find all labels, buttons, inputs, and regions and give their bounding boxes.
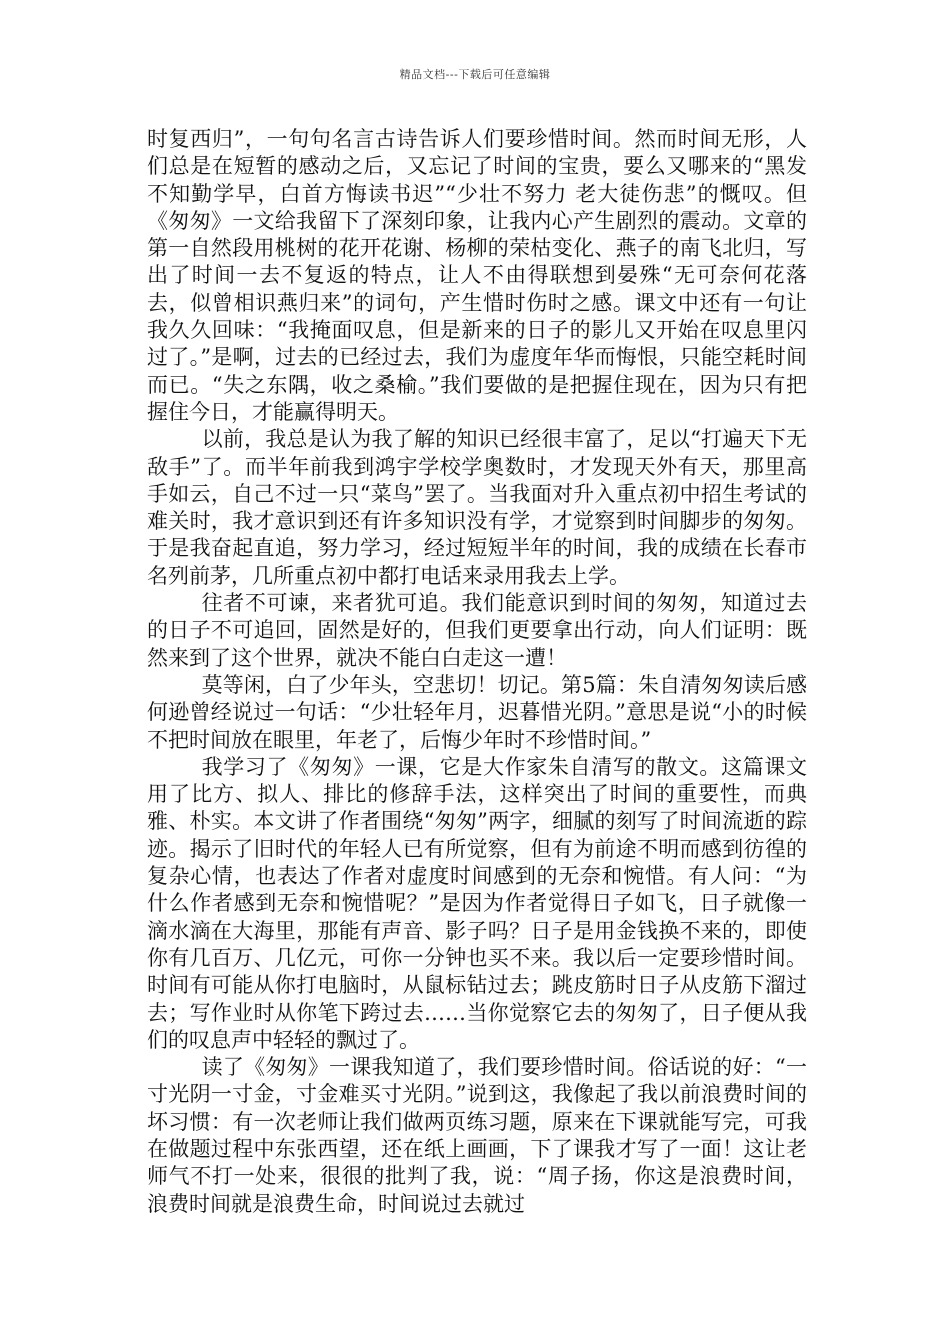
paragraph: 读了《匆匆》一课我知道了，我们要珍惜时间。俗话说的好：“一寸光阴一寸金，寸金难买寸光阴。”说到这，我像起了我以前浪费时间的坏习惯：有一次老师让我们做两页练习题，原来在下课就能写完，可我在做题过程中东张西望，还在纸上画画，下了课我才写了一面！这让老师气不打一处来，很很的批判了我，说：“周子扬，你这是浪费时间，浪费时间就是浪费生命，时间说过去就过 <box>147 1055 807 1216</box>
paragraph: 往者不可谏，来者犹可追。我们能意识到时间的匆匆，知道过去的日子不可追回，固然是好的，但我们更要拿出行动，向人们证明：既然来到了这个世界，就决不能白白走这一遭！ <box>147 591 807 670</box>
paragraph: 以前，我总是认为我了解的知识已经很丰富了，足以“打遍天下无敌手”了。而半年前我到鸿宇学校学奥数时，才发现天外有天，那里高手如云，自己不过一只“菜鸟”罢了。当我面对升入重点初中招生考试的难关时，我才意识到还有许多知识没有学，才觉察到时间脚步的匆匆。于是我奋起直追，努力学习，经过短短半年的时间，我的成绩在长春市名列前茅，几所重点初中都打电话来录用我去上学。 <box>147 427 807 588</box>
paragraph: 我学习了《匆匆》一课，它是大作家朱自清写的散文。这篇课文用了比方、拟人、排比的修辞手法，这样突出了时间的重要性，而典雅、朴实。本文讲了作者围绕“匆匆”两字，细腻的刻写了时间流逝的踪迹。揭示了旧时代的年轻人已有所觉察，但有为前途不明而感到彷徨的复杂心情，也表达了作者对虚度时间感到的无奈和惋惜。有人问：“为什么作者感到无奈和惋惜呢？”是因为作者觉得日子如飞，日子就像一滴水滴在大海里，那能有声音、影子吗？日子是用金钱换不来的，即使你有几百万、几亿元，可你一分钟也买不来。我以后一定要珍惜时间。时间有可能从你打电脑时，从鼠标钻过去；跳皮筋时日子从皮筋下溜过去；写作业时从你笔下跨过去……当你觉察它去的匆匆了，日子便从我们的叹息声中轻轻的飘过了。 <box>147 754 807 1052</box>
paragraph: 莫等闲，白了少年头，空悲切！切记。第5篇：朱自清匆匆读后感何逊曾经说过一句话：“少壮轻年月，迟暮惜光阴。”意思是说“小的时候不把时间放在眼里，年老了，后悔少年时不珍惜时间。” <box>147 672 807 752</box>
page-header: 精品文档---下载后可任意编辑 <box>399 68 551 81</box>
document-body <box>147 126 807 1218</box>
paragraph: 时复西归”，一句句名言古诗告诉人们要珍惜时间。然而时间无形，人们总是在短暂的感动之后，又忘记了时间的宝贵，要么又哪来的“黑发不知勤学早，白首方悔读书迟”“少壮不努力 老大徒伤悲”的慨叹。但《匆匆》一文给我留下了深刻印象，让我内心产生剧烈的震动。文章的第一自然段用桃树的花开花谢、杨柳的荣枯变化、燕子的南飞北归，写出了时间一去不复返的特点，让人不由得联想到晏殊“无可奈何花落去，似曾相识燕归来”的词句，产生惜时伤时之感。课文中还有一句让我久久回味：“我掩面叹息，但是新来的日子的影儿又开始在叹息里闪过了。”是啊，过去的已经过去，我们为虚度年华而悔恨，只能空耗时间而已。“失之东隅，收之桑榆。”我们要做的是把握住现在，因为只有把握住今日，才能赢得明天。 <box>147 127 807 424</box>
